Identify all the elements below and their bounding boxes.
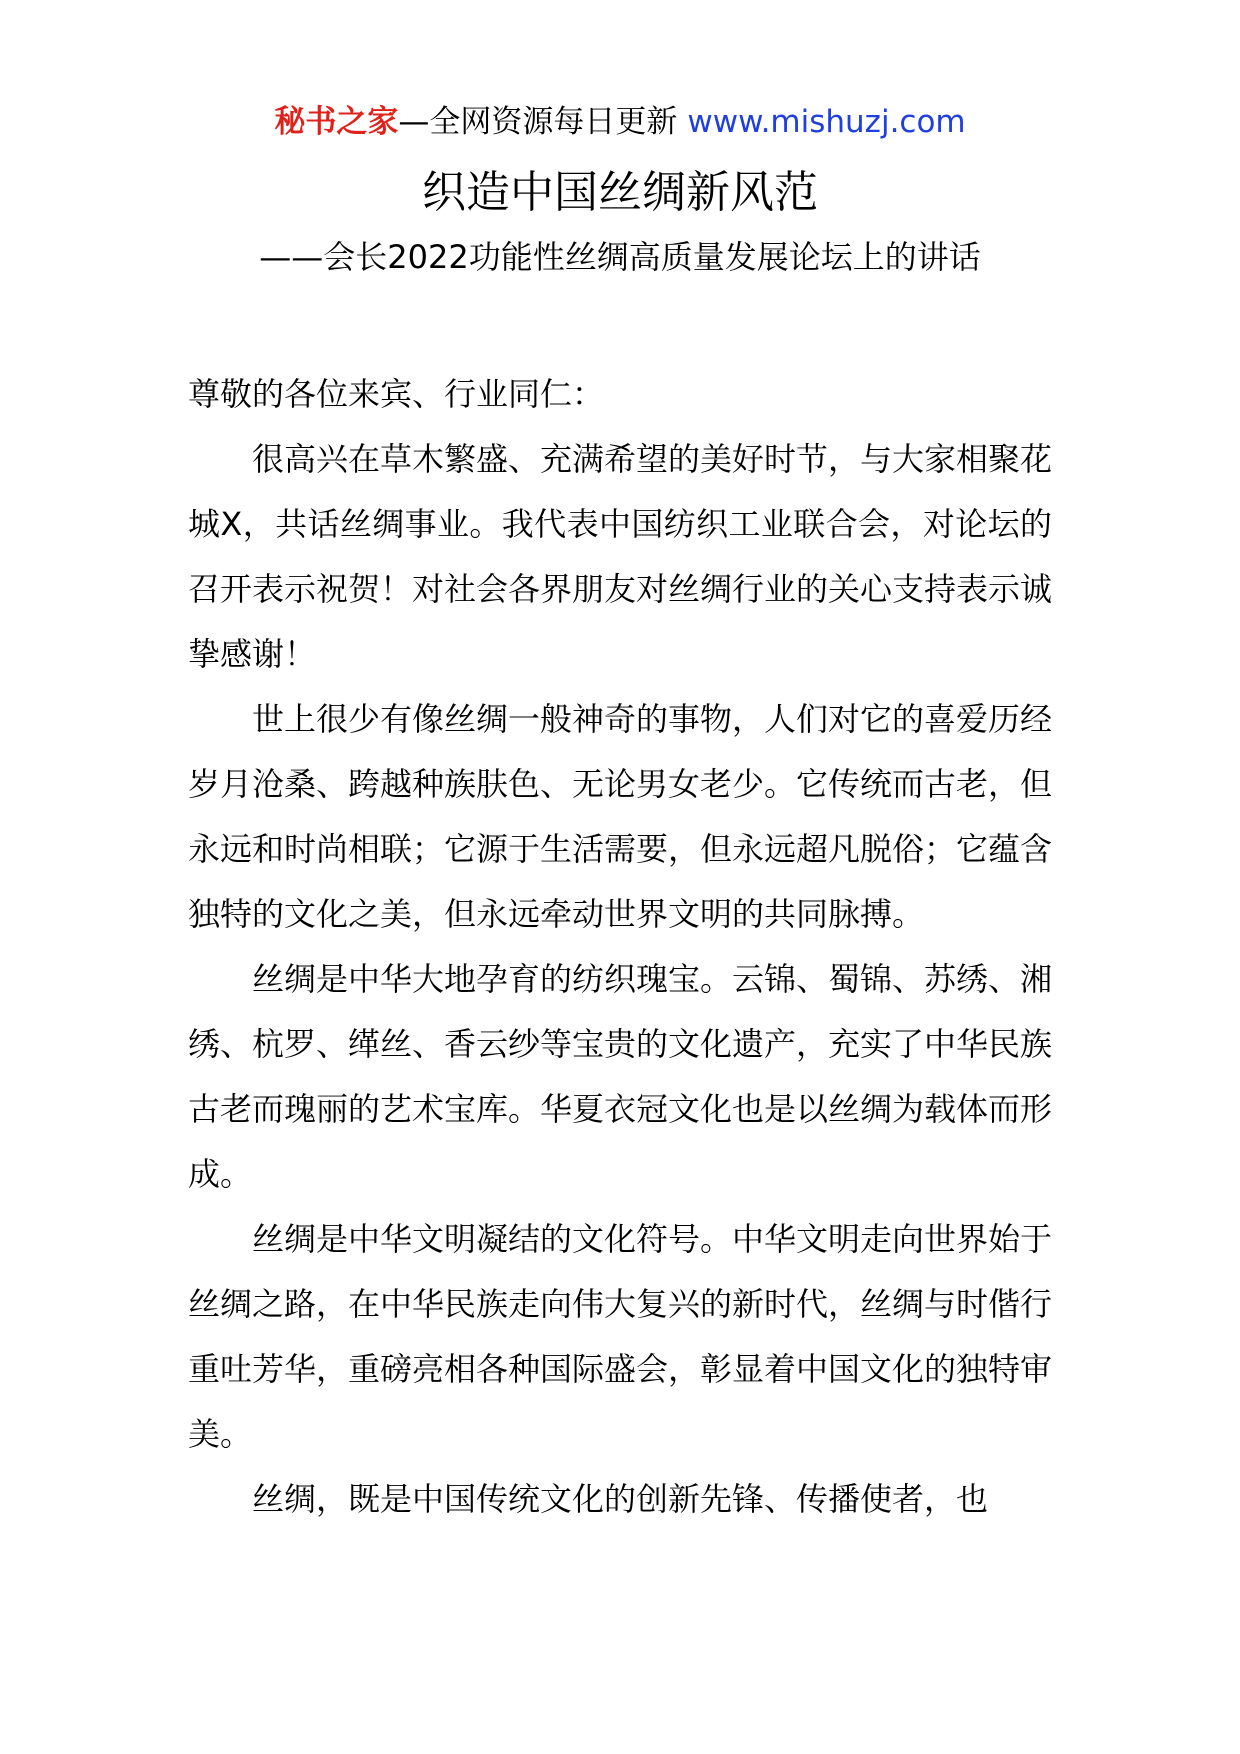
header-tagline: —全网资源每日更新 xyxy=(398,104,678,140)
watermark-header xyxy=(0,100,1240,144)
body-paragraph: 世上很少有像丝绸一般神奇的事物，人们对它的喜爱历经岁月沧桑、跨越种族肤色、无论男女老少。它传统而古老，但永远和时尚相联；它源于生活需要，但永远超凡脱俗；它蕴含独特的文化之美，但永远牵动世界文明的共同脉搏。 xyxy=(188,700,1053,933)
document-body xyxy=(188,362,1052,1532)
brand-name: 秘书之家 xyxy=(274,104,399,140)
body-paragraph: 丝绸是中华文明凝结的文化符号。中华文明走向世界始于丝绸之路，在中华民族走向伟大复兴的新时代，丝绸与时偕行重吐芳华，重磅亮相各种国际盛会，彰显着中国文化的独特审美。 xyxy=(188,1220,1053,1453)
body-paragraph: 很高兴在草木繁盛、充满希望的美好时节，与大家相聚花城X，共话丝绸事业。我代表中国纺织工业联合会，对论坛的召开表示祝贺！对社会各界朋友对丝绸行业的关心支持表示诚挚感谢！ xyxy=(188,440,1053,673)
document-subtitle: ——会长2022功能性丝绸高质量发展论坛上的讲话 xyxy=(259,238,981,276)
body-paragraph: 丝绸，既是中国传统文化的创新先锋、传播使者，也 xyxy=(252,1480,989,1518)
body-paragraph: 丝绸是中华大地孕育的纺织瑰宝。云锦、蜀锦、苏绣、湘绣、杭罗、缂丝、香云纱等宝贵的文化遗产，充实了中华民族古老而瑰丽的艺术宝库。华夏衣冠文化也是以丝绸为载体而形成。 xyxy=(188,960,1053,1193)
document-title: 织造中国丝绸新风范 xyxy=(422,167,818,218)
salutation: 尊敬的各位来宾、行业同仁： xyxy=(188,375,605,413)
site-link[interactable]: www.mishuzj.com xyxy=(687,104,966,140)
